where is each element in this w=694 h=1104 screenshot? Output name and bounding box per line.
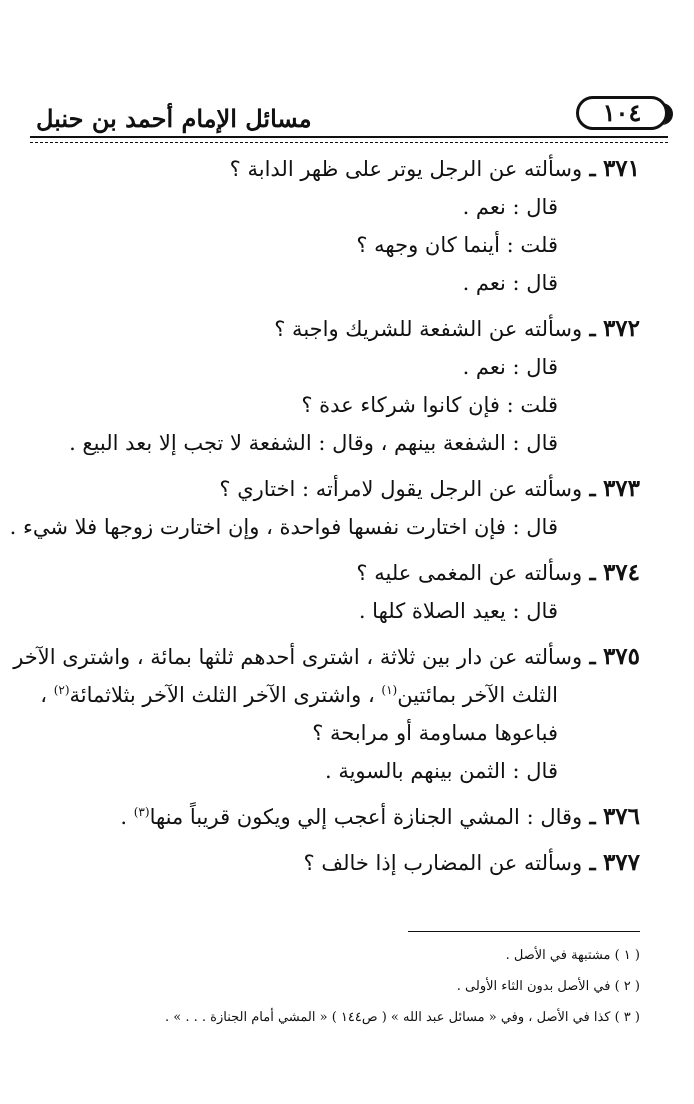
- footnote-ref[interactable]: (٢): [53, 683, 70, 697]
- question-text: وقال : المشي الجنازة أعجب إلي ويكون قريباً منها: [149, 805, 583, 829]
- page-number-badge: ١٠٤: [576, 96, 668, 130]
- entry-number: ٣٧٤: [602, 559, 640, 586]
- question-text: وسألته عن الرجل يوتر على ظهر الدابة ؟: [229, 157, 583, 181]
- entry-number: ٣٧٧: [602, 849, 640, 876]
- footnote-ref[interactable]: (١): [381, 683, 398, 697]
- question-line: ٣٧٣ ـ وسألته عن الرجل يقول لامرأته : اختاري ؟: [219, 475, 640, 502]
- footnote-ref[interactable]: (٣): [133, 805, 150, 819]
- answer-line: قال : نعم .: [462, 271, 558, 295]
- entry-371: [35, 150, 640, 302]
- question-text: وسألته عن الرجل يقول لامرأته : اختاري ؟: [219, 477, 583, 501]
- question-text: وسألته عن دار بين ثلاثة ، اشترى أحدهم ثلثها بمائة ، واشترى الآخر: [13, 645, 583, 669]
- question-text: وسألته عن المضارب إذا خالف ؟: [303, 851, 583, 875]
- question-line: ٣٧٥ ـ وسألته عن دار بين ثلاثة ، اشترى أحدهم ثلثها بمائة ، واشترى الآخر: [13, 643, 640, 670]
- continuation-text: ،: [40, 683, 54, 707]
- entry-number: ٣٧٣: [602, 475, 640, 502]
- question-line: ٣٧١ ـ وسألته عن الرجل يوتر على ظهر الدابة ؟: [229, 155, 640, 182]
- entry-374: [35, 554, 640, 630]
- answer-line: قال : الثمن بينهم بالسوية .: [324, 759, 558, 783]
- entry-number: ٣٧٢: [602, 315, 640, 342]
- answer-line: قال : يعيد الصلاة كلها .: [358, 599, 558, 623]
- footnote-2: ( ٢ ) في الأصل بدون الثاء الأولى .: [456, 979, 640, 994]
- answer-line: فباعوها مساومة أو مرابحة ؟: [312, 721, 558, 745]
- header-rule: [30, 136, 668, 143]
- question-line: ٣٧٦ ـ وقال : المشي الجنازة أعجب إلي ويكون قريباً منها$^{(٣)}$ .: [120, 803, 640, 830]
- question-continuation: [35, 676, 640, 714]
- answer-line: قال : الشفعة بينهم ، وقال : الشفعة لا تجب إلا بعد البيع .: [69, 431, 558, 455]
- footnote-3: ( ٣ ) كذا في الأصل ، وفي « مسائل عبد الله » ( ص١٤٤ ) « المشي أمام الجنازة . . . » .: [165, 1010, 640, 1025]
- entry-377: [35, 844, 640, 882]
- entry-375: [13, 638, 640, 790]
- entry-number: ٣٧١: [602, 155, 640, 182]
- answer-line: قال : نعم .: [462, 355, 558, 379]
- footnote-1: ( ١ ) مشتبهة في الأصل .: [505, 948, 640, 963]
- answer-line: قال : فإن اختارت نفسها فواحدة ، وإن اختارت زوجها فلا شيء .: [9, 515, 558, 539]
- end-punctuation: .: [120, 805, 134, 829]
- question-line: ٣٧٢ ـ وسألته عن الشفعة للشريك واجبة ؟: [274, 315, 640, 342]
- continuation-text: ، واشترى الآخر الثلث الآخر بثلاثمائة: [69, 683, 382, 707]
- question-line: ٣٧٧ ـ وسألته عن المضارب إذا خالف ؟: [303, 849, 640, 876]
- footnotes: [35, 940, 640, 1033]
- page-header: [30, 96, 668, 144]
- book-title: مسائل الإمام أحمد بن حنبل: [36, 104, 312, 133]
- entry-number: ٣٧٦: [602, 803, 640, 830]
- page-body: [9, 150, 640, 890]
- entry-number: ٣٧٥: [602, 643, 640, 670]
- answer-line: قلت : فإن كانوا شركاء عدة ؟: [301, 393, 558, 417]
- question-text: وسألته عن المغمى عليه ؟: [356, 561, 583, 585]
- continuation-text: الثلث الآخر بمائتين: [397, 683, 558, 707]
- entry-376: [35, 798, 640, 836]
- answer-line: قال : نعم .: [462, 195, 558, 219]
- entry-372: [35, 310, 640, 462]
- answer-line: قلت : أينما كان وجهه ؟: [356, 233, 558, 257]
- footnote-divider: [408, 931, 640, 932]
- question-line: ٣٧٤ ـ وسألته عن المغمى عليه ؟: [356, 559, 640, 586]
- entry-373: [9, 470, 640, 546]
- question-text: وسألته عن الشفعة للشريك واجبة ؟: [274, 317, 583, 341]
